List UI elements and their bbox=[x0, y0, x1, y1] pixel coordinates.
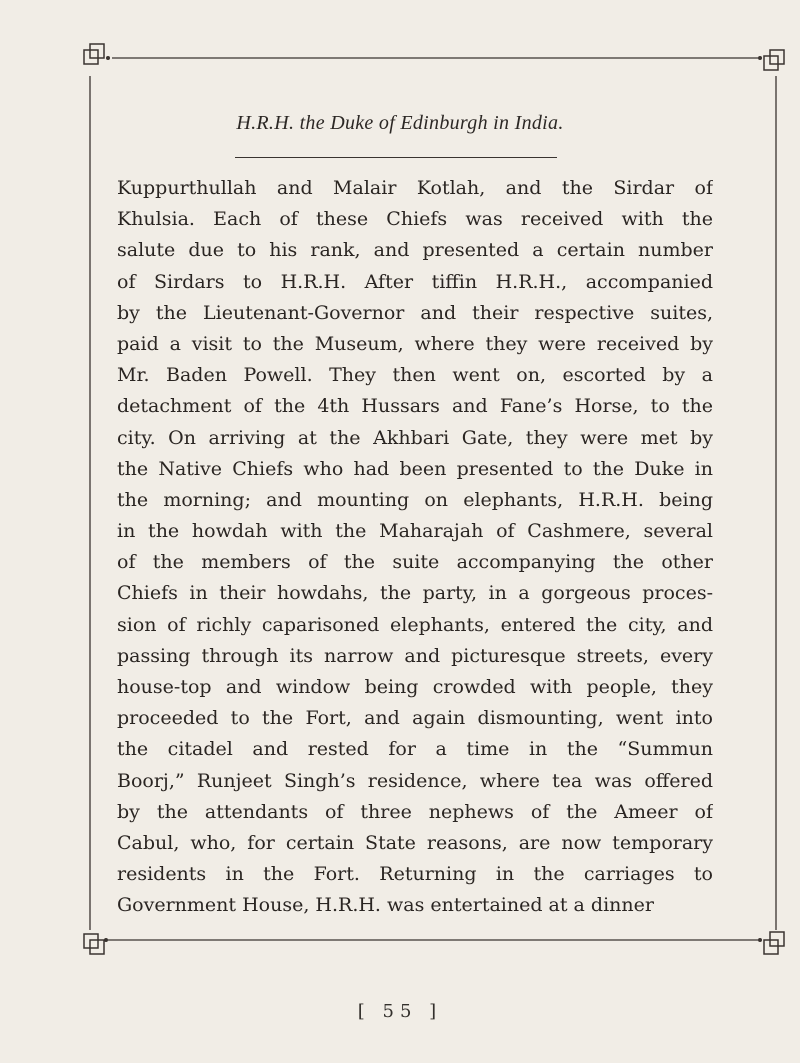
text-line: sion of richly caparisoned elephants, entered the city, and bbox=[117, 613, 713, 636]
text-line: Government House, H.R.H. was entertained at a dinner bbox=[117, 894, 654, 917]
page-number: [ 55 ] bbox=[357, 1001, 443, 1022]
text-line: passing through its narrow and picturesque streets, every bbox=[117, 644, 713, 667]
text-line: salute due to his rank, and presented a certain number bbox=[117, 239, 713, 262]
text-line: Chiefs in their howdahs, the party, in a gorgeous proces- bbox=[117, 582, 713, 605]
text-line: by the Lieutenant-Governor and their respective suites, bbox=[117, 301, 713, 324]
text-line: Mr. Baden Powell. They then went on, escorted by a bbox=[117, 364, 713, 387]
text-line: Khulsia. Each of these Chiefs was received with the bbox=[117, 208, 713, 231]
text-line: in the howdah with the Maharajah of Cashmere, several bbox=[117, 520, 713, 543]
text-line: Cabul, who, for certain State reasons, are now temporary bbox=[117, 831, 713, 854]
text-line: of Sirdars to H.R.H. After tiffin H.R.H., accompanied bbox=[117, 270, 713, 293]
text-line: of the members of the suite accompanying the other bbox=[117, 551, 713, 574]
text-line: house-top and window being crowded with people, they bbox=[117, 676, 713, 698]
body-paragraph bbox=[117, 173, 713, 922]
text-line: paid a visit to the Museum, where they were received by bbox=[117, 332, 713, 355]
header-rule bbox=[235, 157, 557, 158]
text-line: Kuppurthullah and Malair Kotlah, and the Sirdar of bbox=[117, 177, 713, 199]
text-line: city. On arriving at the Akhbari Gate, they were met by bbox=[117, 426, 713, 449]
text-line: proceeded to the Fort, and again dismounting, went into bbox=[117, 707, 713, 730]
text-line: residents in the Fort. Returning in the carriages to bbox=[117, 863, 713, 886]
text-line: the Native Chiefs who had been presented to the Duke in bbox=[117, 457, 713, 480]
text-line: the citadel and rested for a time in the “Summun bbox=[117, 738, 713, 761]
text-line: the morning; and mounting on elephants, H.R.H. being bbox=[117, 488, 713, 511]
text-line: detachment of the 4th Hussars and Fane’s Horse, to the bbox=[117, 395, 713, 418]
text-line: by the attendants of three nephews of the Ameer of bbox=[117, 800, 713, 823]
text-line: Boorj,” Runjeet Singh’s residence, where tea was offered bbox=[117, 769, 713, 792]
running-head: H.R.H. the Duke of Edinburgh in India. bbox=[236, 112, 564, 134]
